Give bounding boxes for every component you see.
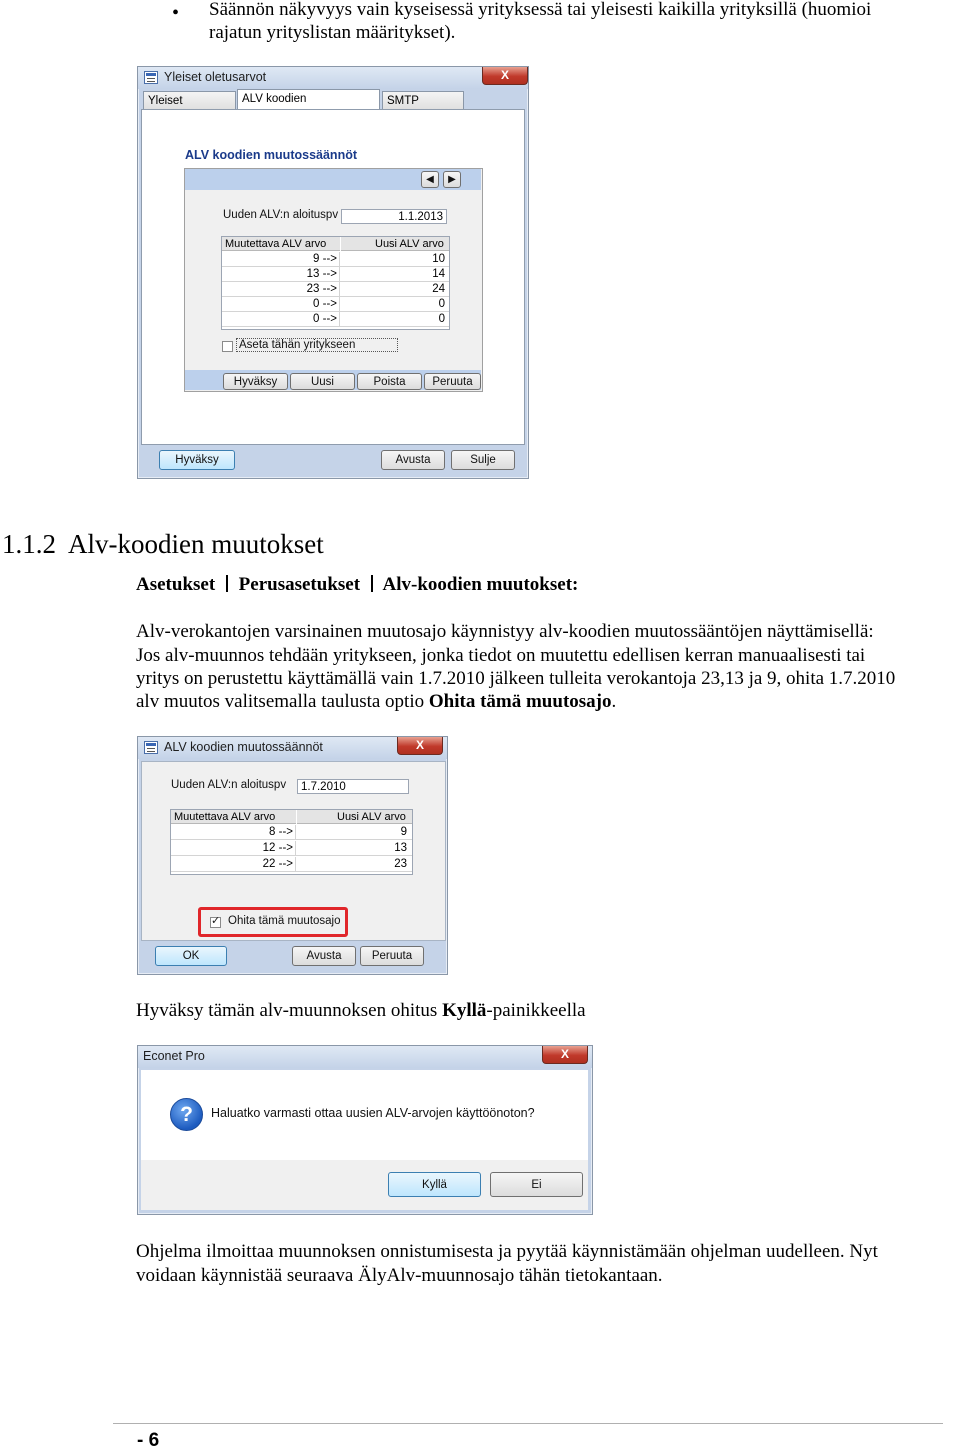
skip-run-label: Ohita tämä muutosajo: [228, 915, 341, 927]
question-icon: ?: [170, 1098, 203, 1131]
page-number: - 6: [137, 1430, 160, 1451]
confirm-dialog: [137, 1045, 593, 1215]
table-row[interactable]: [222, 312, 449, 327]
inner-new-button[interactable]: Uusi: [290, 373, 355, 390]
old-value: 22 -->: [171, 857, 296, 872]
old-value: 23 -->: [222, 282, 340, 297]
checkmark-icon: ✓: [211, 915, 221, 927]
old-value: 12 -->: [171, 841, 296, 856]
skip-run-checkbox[interactable]: [210, 917, 221, 928]
yes-button[interactable]: Kyllä: [388, 1172, 481, 1197]
new-value: 23: [394, 858, 407, 870]
instruction-text: [136, 999, 586, 1023]
paragraph-text: .: [611, 691, 617, 712]
option-name: Ohita tämä muutosajo: [428, 691, 612, 712]
table-row[interactable]: [222, 297, 449, 312]
column-header-old: Muutettava ALV arvo: [222, 237, 340, 251]
start-date-label: Uuden ALV:n aloituspv: [223, 209, 339, 221]
old-value: 9 -->: [222, 252, 340, 267]
paragraph-line3: yritys on perustettu käyttämällä vain 1.7.2010 jälkeen tulleita verokantoja 23,13 ja 9, ohita 1.7.2010: [136, 668, 896, 689]
new-value: 10: [432, 253, 445, 265]
tab-general[interactable]: Yleiset: [143, 91, 236, 109]
button-name: Kyllä: [442, 1000, 487, 1021]
start-date-label: Uuden ALV:n aloituspv: [171, 779, 287, 791]
ok-button[interactable]: OK: [155, 946, 227, 966]
path-item-settings: Asetukset: [136, 574, 216, 595]
old-value: 0 -->: [222, 297, 340, 312]
footer-rule: [113, 1423, 943, 1424]
menu-path: [136, 573, 578, 597]
tab-vat-rules[interactable]: ALV koodien: [237, 89, 380, 110]
close-button[interactable]: X: [542, 1046, 588, 1064]
new-value: 0: [438, 313, 445, 325]
old-value: 13 -->: [222, 267, 340, 282]
settings-dialog-title: Yleiset oletusarvot: [164, 70, 267, 84]
new-value: 24: [432, 283, 445, 295]
settings-dialog: [137, 66, 529, 479]
nav-prev-button[interactable]: ◀: [421, 171, 439, 188]
inner-accept-button[interactable]: Hyväksy: [223, 373, 288, 390]
path-item-vat: Alv-koodien muutokset:: [382, 574, 579, 595]
vat-rules-dialog-title: ALV koodien muutossäännöt: [164, 740, 323, 754]
paragraph-text: alv muutos valitsemalla taulusta optio: [136, 691, 429, 712]
confirm-message: Haluatko varmasti ottaa uusien ALV-arvojen käyttöönoton?: [211, 1106, 535, 1120]
table-row[interactable]: [171, 841, 412, 856]
column-header-new: Uusi ALV arvo: [341, 237, 449, 251]
apply-company-checkbox[interactable]: [222, 341, 233, 352]
apply-company-label: Aseta tähän yritykseen: [236, 338, 398, 352]
new-value: 13: [394, 842, 407, 854]
help-button[interactable]: Avusta: [381, 450, 445, 470]
new-value: 9: [400, 826, 407, 838]
start-date-field[interactable]: 1.7.2010: [297, 779, 409, 794]
tab-smtp[interactable]: SMTP: [382, 91, 464, 109]
start-date-field[interactable]: 1.1.2013: [341, 209, 447, 224]
table-row[interactable]: [222, 252, 449, 267]
inner-cancel-button[interactable]: Peruuta: [424, 373, 481, 390]
instruction-part: Hyväksy tämän alv-muunnoksen ohitus: [136, 1000, 443, 1021]
column-header-new: Uusi ALV arvo: [297, 810, 412, 824]
path-item-basic: Perusasetukset: [238, 574, 361, 595]
table-row[interactable]: [171, 857, 412, 872]
bullet-text-line2: rajatun yrityslistan määritykset).: [209, 22, 456, 43]
new-value: 0: [438, 298, 445, 310]
new-value: 14: [432, 268, 445, 280]
no-button[interactable]: Ei: [490, 1172, 583, 1197]
table-row[interactable]: [171, 825, 412, 840]
confirm-dialog-titlebar: [138, 1046, 592, 1068]
instruction-part: -painikkeella: [486, 1000, 586, 1021]
old-value: 0 -->: [222, 312, 340, 327]
closing-line2: voidaan käynnistää seuraava ÄlyAlv-muunnosajo tähän tietokantaan.: [136, 1265, 663, 1286]
window-icon: [144, 71, 158, 84]
accept-button[interactable]: Hyväksy: [159, 450, 235, 470]
inner-delete-button[interactable]: Poista: [357, 373, 422, 390]
close-dialog-button[interactable]: Sulje: [451, 450, 515, 470]
path-separator: [371, 575, 373, 592]
paragraph-line2: Jos alv-muunnos tehdään yritykseen, jonka tiedot on muutettu edellisen kerran manuaalisesti tai: [136, 645, 866, 666]
cancel-button[interactable]: Peruuta: [360, 946, 424, 966]
close-button[interactable]: X: [397, 737, 443, 755]
table-row[interactable]: [222, 267, 449, 282]
vat-rules-dialog: [137, 736, 448, 975]
help-button[interactable]: Avusta: [292, 946, 356, 966]
closing-line1: Ohjelma ilmoittaa muunnoksen onnistumisesta ja pyytää käynnistämään ohjelman uudelleen. Nyt: [136, 1241, 878, 1262]
close-button[interactable]: X: [482, 67, 528, 85]
paragraph-line4: [136, 690, 616, 714]
window-icon: [144, 741, 158, 754]
bullet-text-line1: Säännön näkyvyys vain kyseisessä yrityksessä tai yleisesti kaikilla yrityksillä (huomioi: [209, 0, 872, 20]
path-separator: [226, 575, 228, 592]
old-value: 8 -->: [171, 825, 296, 840]
column-header-old: Muutettava ALV arvo: [171, 810, 296, 824]
bullet-point: •: [172, 2, 180, 24]
nav-next-button[interactable]: ▶: [443, 171, 461, 188]
table-row[interactable]: [222, 282, 449, 297]
section-heading: 1.1.2 Alv-koodien muutokset: [2, 529, 324, 559]
paragraph-line1: Alv-verokantojen varsinainen muutosajo käynnistyy alv-koodien muutossääntöjen näyttämisellä:: [136, 621, 874, 642]
vat-rules-table: [170, 809, 413, 875]
settings-dialog-titlebar: [138, 67, 528, 89]
confirm-dialog-title: Econet Pro: [143, 1049, 205, 1063]
vat-rules-table: [221, 236, 450, 330]
vat-rules-heading: ALV koodien muutossäännöt: [185, 148, 357, 162]
